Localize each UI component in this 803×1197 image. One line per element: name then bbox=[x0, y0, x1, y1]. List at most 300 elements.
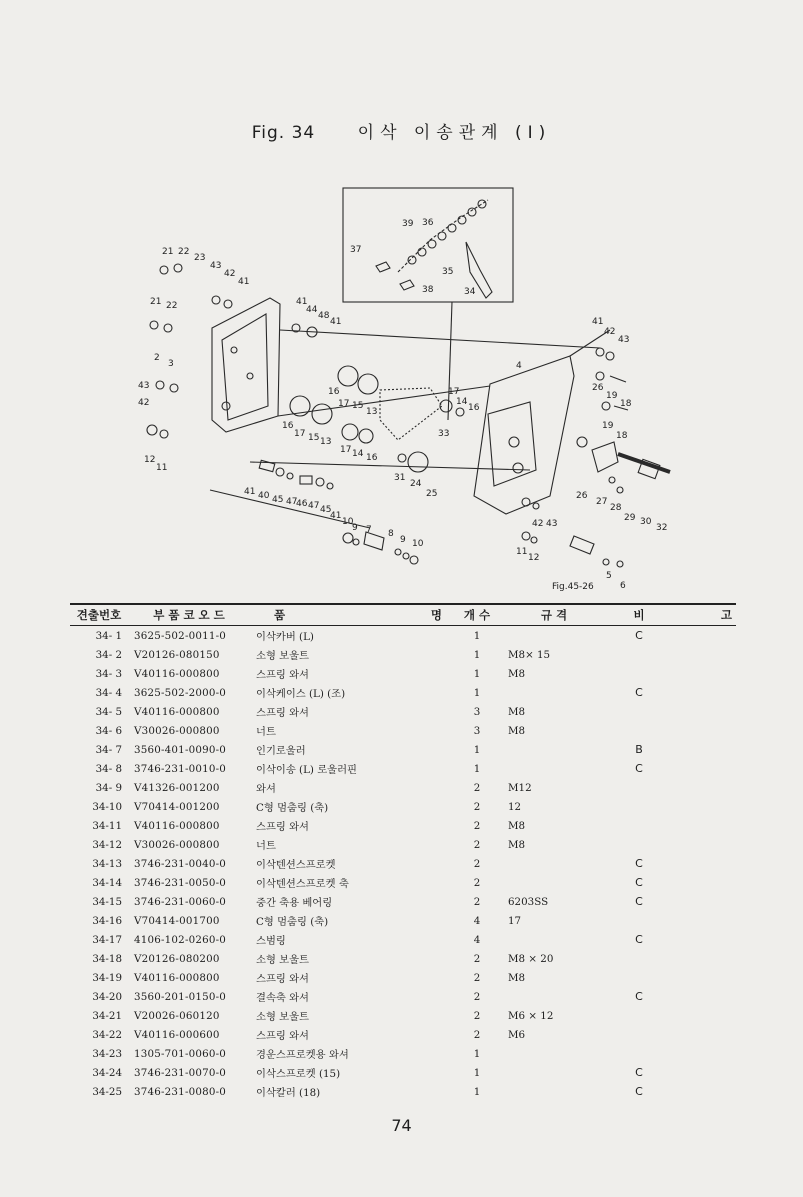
callout-number: 43 bbox=[618, 335, 630, 345]
qty-cell: 2 bbox=[473, 1009, 481, 1022]
spec-cell: M6 × 12 bbox=[508, 1009, 554, 1022]
part-name-cell: 소형 보울트 bbox=[256, 650, 310, 662]
header-name bbox=[250, 604, 452, 626]
qty-cell: 1 bbox=[473, 1085, 481, 1098]
qty-cell: 1 bbox=[473, 762, 481, 775]
header-name-start: 품 bbox=[274, 608, 286, 622]
callout-number: 42 bbox=[224, 269, 236, 279]
part-name-cell: 스프링 와셔 bbox=[256, 821, 310, 833]
part-code-cell: 3746-231-0050-0 bbox=[134, 876, 227, 889]
part-code-cell: V40116-000800 bbox=[134, 705, 220, 718]
table-row bbox=[70, 1044, 736, 1063]
callout-number: 6 bbox=[620, 581, 626, 591]
spec-cell bbox=[502, 740, 606, 759]
callout-number: 47 bbox=[286, 497, 298, 507]
note-cell bbox=[606, 911, 672, 930]
qty-cell: 2 bbox=[473, 971, 481, 984]
callout-number: 32 bbox=[656, 523, 668, 533]
remarks-cell bbox=[672, 854, 736, 873]
remarks-cell bbox=[672, 759, 736, 778]
part-name-cell: 너트 bbox=[256, 726, 276, 738]
part-name-cell: 결속축 와셔 bbox=[256, 992, 310, 1004]
note-cell: C bbox=[635, 762, 643, 775]
callout-number: 11 bbox=[516, 547, 528, 557]
item-no-cell: 34-23 bbox=[92, 1047, 122, 1060]
qty-cell: 1 bbox=[473, 1047, 481, 1060]
part-code-cell: 3746-231-0080-0 bbox=[134, 1085, 227, 1098]
item-no-cell: 34-10 bbox=[92, 800, 122, 813]
part-name-cell: 이삭텐션스프로켓 축 bbox=[256, 878, 349, 890]
note-cell bbox=[606, 778, 672, 797]
item-no-cell: 34-15 bbox=[92, 895, 122, 908]
remarks-cell bbox=[672, 778, 736, 797]
callout-number: 25 bbox=[426, 489, 438, 499]
part-code-cell: 3746-231-0070-0 bbox=[134, 1066, 227, 1079]
item-no-cell: 34-21 bbox=[92, 1009, 122, 1022]
table-row bbox=[70, 645, 736, 664]
callout-number: 24 bbox=[410, 479, 422, 489]
callout-number: 10 bbox=[342, 517, 354, 527]
qty-cell: 3 bbox=[473, 724, 481, 737]
table-row bbox=[70, 930, 736, 949]
remarks-cell bbox=[672, 1006, 736, 1025]
callout-number: 18 bbox=[616, 431, 628, 441]
item-no-cell: 34- 5 bbox=[95, 705, 122, 718]
note-cell bbox=[606, 702, 672, 721]
callout-number: 35 bbox=[442, 267, 454, 277]
part-name-cell: 소형 보울트 bbox=[256, 954, 310, 966]
note-cell bbox=[606, 1025, 672, 1044]
table-row bbox=[70, 797, 736, 816]
qty-cell: 1 bbox=[473, 629, 481, 642]
qty-cell: 4 bbox=[473, 933, 481, 946]
note-cell bbox=[606, 797, 672, 816]
sprocket-a bbox=[338, 366, 358, 386]
part-code-cell: 1305-701-0060-0 bbox=[134, 1047, 227, 1060]
part-name-cell: 이삭텐션스프로켓 bbox=[256, 859, 336, 871]
callout-number: 41 bbox=[296, 297, 308, 307]
callout-number: 39 bbox=[402, 219, 414, 229]
note-cell bbox=[606, 664, 672, 683]
callout-number: 29 bbox=[624, 513, 636, 523]
item-no-cell: 34-20 bbox=[92, 990, 122, 1003]
qty-cell: 3 bbox=[473, 705, 481, 718]
item-no-cell: 34- 1 bbox=[95, 629, 122, 642]
callout-number: 16 bbox=[468, 403, 480, 413]
part-code-cell: V40116-000800 bbox=[134, 667, 220, 680]
part-name-cell: 인기로울러 bbox=[256, 745, 306, 757]
header-note-right: 고 bbox=[672, 604, 736, 626]
page-title bbox=[0, 118, 803, 143]
qty-cell: 1 bbox=[473, 648, 481, 661]
spec-cell: M12 bbox=[508, 781, 532, 794]
callout-number: 41 bbox=[330, 511, 342, 521]
header-name-end: 명 bbox=[430, 608, 442, 622]
part-name-cell: 스프링 와셔 bbox=[256, 1030, 310, 1042]
spec-cell bbox=[502, 854, 606, 873]
remarks-cell bbox=[672, 816, 736, 835]
note-cell: C bbox=[635, 990, 643, 1003]
callout-number: 30 bbox=[640, 517, 652, 527]
header-part-code: 부 품 코 오 드 bbox=[128, 604, 250, 626]
callout-number: 19 bbox=[606, 391, 618, 401]
note-cell: C bbox=[635, 895, 643, 908]
spec-cell bbox=[502, 987, 606, 1006]
qty-cell: 2 bbox=[473, 819, 481, 832]
drive-chain bbox=[380, 388, 442, 440]
part-name-cell: 경운스프로켓용 와셔 bbox=[256, 1049, 349, 1061]
callout-number: 41 bbox=[330, 317, 342, 327]
table-row bbox=[70, 702, 736, 721]
table-row bbox=[70, 987, 736, 1006]
note-cell bbox=[606, 968, 672, 987]
callout-number: 26 bbox=[592, 383, 604, 393]
callout-number: 42 bbox=[138, 398, 150, 408]
part-code-cell: 3746-231-0040-0 bbox=[134, 857, 227, 870]
spec-cell: M6 bbox=[508, 1028, 526, 1041]
callout-number: 17 bbox=[338, 399, 350, 409]
remarks-cell bbox=[672, 949, 736, 968]
callout-number: 3 bbox=[168, 359, 174, 369]
table-row bbox=[70, 911, 736, 930]
spec-cell bbox=[502, 1082, 606, 1101]
table-row bbox=[70, 721, 736, 740]
remarks-cell bbox=[672, 683, 736, 702]
callout-number: 45 bbox=[272, 495, 284, 505]
remarks-cell bbox=[672, 1044, 736, 1063]
callout-number: 21 bbox=[162, 247, 174, 257]
remarks-cell bbox=[672, 1063, 736, 1082]
table-row bbox=[70, 968, 736, 987]
note-cell: C bbox=[635, 933, 643, 946]
remarks-cell bbox=[672, 1025, 736, 1044]
part-name-cell: C형 멈춤링 (축) bbox=[256, 802, 329, 814]
table-row bbox=[70, 1082, 736, 1101]
callout-number: 27 bbox=[596, 497, 608, 507]
callout-number: 40 bbox=[258, 491, 270, 501]
spec-cell: M8 bbox=[508, 705, 526, 718]
callout-number: 16 bbox=[366, 453, 378, 463]
callout-number: 43 bbox=[210, 261, 222, 271]
callout-number: 22 bbox=[166, 301, 178, 311]
spec-cell bbox=[502, 626, 606, 646]
callout-number: 9 bbox=[352, 523, 358, 533]
callout-number: 5 bbox=[606, 571, 612, 581]
callout-number: 13 bbox=[320, 437, 332, 447]
item-no-cell: 34- 9 bbox=[95, 781, 122, 794]
parts-table-body bbox=[70, 626, 736, 1102]
callout-number: 14 bbox=[456, 397, 468, 407]
exploded-parts-diagram bbox=[130, 180, 668, 600]
item-no-cell: 34-13 bbox=[92, 857, 122, 870]
qty-cell: 4 bbox=[473, 914, 481, 927]
chain-links bbox=[408, 200, 486, 264]
remarks-cell bbox=[672, 1082, 736, 1101]
note-cell: C bbox=[635, 1066, 643, 1079]
callout-number: 36 bbox=[422, 218, 434, 228]
spec-cell bbox=[502, 873, 606, 892]
callout-number: 42 bbox=[604, 327, 616, 337]
note-cell bbox=[606, 835, 672, 854]
callout-number: 22 bbox=[178, 247, 190, 257]
callout-number: 16 bbox=[328, 387, 340, 397]
page-number: 74 bbox=[391, 1116, 412, 1135]
qty-cell: 2 bbox=[473, 857, 481, 870]
figure-label: Fig. 34 bbox=[251, 123, 316, 143]
qty-cell: 2 bbox=[473, 895, 481, 908]
callout-number: 17 bbox=[294, 429, 306, 439]
spec-cell: M8 bbox=[508, 724, 526, 737]
part-code-cell: V20126-080150 bbox=[134, 648, 220, 661]
note-cell: C bbox=[635, 876, 643, 889]
header-note-left: 비 bbox=[606, 604, 672, 626]
remarks-cell bbox=[672, 911, 736, 930]
qty-cell: 2 bbox=[473, 952, 481, 965]
spec-cell: M8 bbox=[508, 819, 526, 832]
part-code-cell: V40116-000600 bbox=[134, 1028, 220, 1041]
part-name-cell: 스프링 와셔 bbox=[256, 669, 310, 681]
qty-cell: 2 bbox=[473, 838, 481, 851]
table-header-row bbox=[70, 604, 736, 626]
callout-number: 4 bbox=[516, 361, 522, 371]
part-name-cell: 스범링 bbox=[256, 935, 286, 947]
callout-number: 43 bbox=[138, 381, 150, 391]
item-no-cell: 34- 8 bbox=[95, 762, 122, 775]
callout-number: 28 bbox=[610, 503, 622, 513]
left-cover bbox=[212, 298, 280, 432]
spec-cell: M8 bbox=[508, 667, 526, 680]
part-code-cell: V41326-001200 bbox=[134, 781, 220, 794]
remarks-cell bbox=[672, 835, 736, 854]
callout-number: 12 bbox=[528, 553, 540, 563]
item-no-cell: 34-14 bbox=[92, 876, 122, 889]
remarks-cell bbox=[672, 892, 736, 911]
note-cell bbox=[606, 1006, 672, 1025]
part-code-cell: 3746-231-0060-0 bbox=[134, 895, 227, 908]
remarks-cell bbox=[672, 664, 736, 683]
callout-number: 42 bbox=[532, 519, 544, 529]
callout-number: 47 bbox=[308, 501, 320, 511]
table-row bbox=[70, 626, 736, 646]
spec-cell bbox=[502, 930, 606, 949]
callout-number: 14 bbox=[352, 449, 364, 459]
callout-number: 13 bbox=[366, 407, 378, 417]
spec-cell: M8 × 20 bbox=[508, 952, 554, 965]
table-row bbox=[70, 664, 736, 683]
part-code-cell: V40116-000800 bbox=[134, 819, 220, 832]
callout-number: 2 bbox=[154, 353, 160, 363]
callout-number: 26 bbox=[576, 491, 588, 501]
qty-cell: 2 bbox=[473, 876, 481, 889]
part-code-cell: V40116-000800 bbox=[134, 971, 220, 984]
callout-number: 17 bbox=[448, 387, 460, 397]
note-cell: C bbox=[635, 857, 643, 870]
spec-cell bbox=[502, 1044, 606, 1063]
callout-number: 7 bbox=[366, 525, 372, 535]
item-no-cell: 34- 7 bbox=[95, 743, 122, 756]
right-case bbox=[474, 356, 574, 514]
note-cell: C bbox=[635, 686, 643, 699]
item-no-cell: 34- 3 bbox=[95, 667, 122, 680]
qty-cell: 2 bbox=[473, 990, 481, 1003]
item-no-cell: 34-12 bbox=[92, 838, 122, 851]
callout-number: 41 bbox=[238, 277, 250, 287]
spec-cell: 17 bbox=[508, 914, 522, 927]
callout-number: 10 bbox=[412, 539, 424, 549]
table-row bbox=[70, 683, 736, 702]
table-row bbox=[70, 1006, 736, 1025]
item-no-cell: 34- 4 bbox=[95, 686, 122, 699]
callout-number: 11 bbox=[156, 463, 168, 473]
callout-number: 18 bbox=[620, 399, 632, 409]
part-name-cell: 이삭칼러 (18) bbox=[256, 1087, 321, 1099]
spec-cell: 6203SS bbox=[508, 895, 549, 908]
callout-number: 17 bbox=[340, 445, 352, 455]
table-row bbox=[70, 949, 736, 968]
note-cell: C bbox=[635, 629, 643, 642]
table-row bbox=[70, 892, 736, 911]
callout-number: 16 bbox=[282, 421, 294, 431]
table-row bbox=[70, 873, 736, 892]
part-code-cell: V20126-080200 bbox=[134, 952, 220, 965]
part-code-cell: V30026-000800 bbox=[134, 838, 220, 851]
part-code-cell: 3560-401-0090-0 bbox=[134, 743, 227, 756]
remarks-cell bbox=[672, 645, 736, 664]
part-name-cell: 너트 bbox=[256, 840, 276, 852]
callout-number: 15 bbox=[308, 433, 320, 443]
callout-number: 9 bbox=[400, 535, 406, 545]
header-item-no: 견출번호 bbox=[70, 604, 128, 626]
remarks-cell bbox=[672, 626, 736, 646]
part-code-cell: V20026-060120 bbox=[134, 1009, 220, 1022]
table-row bbox=[70, 778, 736, 797]
header-spec: 규 격 bbox=[502, 604, 606, 626]
part-code-cell: V70414-001200 bbox=[134, 800, 220, 813]
spec-cell bbox=[502, 759, 606, 778]
part-code-cell: 3746-231-0010-0 bbox=[134, 762, 227, 775]
item-no-cell: 34-17 bbox=[92, 933, 122, 946]
note-cell: B bbox=[635, 743, 643, 756]
remarks-cell bbox=[672, 740, 736, 759]
qty-cell: 1 bbox=[473, 686, 481, 699]
part-name-cell: 이삭스프로켓 (15) bbox=[256, 1068, 341, 1080]
part-name-cell: 와셔 bbox=[256, 783, 276, 795]
qty-cell: 1 bbox=[473, 743, 481, 756]
diagram-drawing bbox=[130, 180, 668, 600]
item-no-cell: 34-18 bbox=[92, 952, 122, 965]
note-cell: C bbox=[635, 1085, 643, 1098]
callout-number: 15 bbox=[352, 401, 364, 411]
callout-number: 48 bbox=[318, 311, 330, 321]
spec-cell: 12 bbox=[508, 800, 522, 813]
remarks-cell bbox=[672, 873, 736, 892]
qty-cell: 2 bbox=[473, 1028, 481, 1041]
item-no-cell: 34-11 bbox=[92, 819, 122, 832]
figure-title: 이삭 이송관계 (I) bbox=[357, 123, 552, 143]
qty-cell: 1 bbox=[473, 667, 481, 680]
figure-reference: Fig.45-26 bbox=[552, 582, 594, 592]
callout-number: 8 bbox=[388, 529, 394, 539]
remarks-cell bbox=[672, 797, 736, 816]
part-name-cell: 소형 보울트 bbox=[256, 1011, 310, 1023]
note-cell bbox=[606, 949, 672, 968]
callout-number: 45 bbox=[320, 505, 332, 515]
item-no-cell: 34-16 bbox=[92, 914, 122, 927]
part-name-cell: 스프링 와셔 bbox=[256, 973, 310, 985]
table-row bbox=[70, 1025, 736, 1044]
table-row bbox=[70, 759, 736, 778]
note-cell bbox=[606, 816, 672, 835]
spec-cell bbox=[502, 1063, 606, 1082]
spec-cell: M8× 15 bbox=[508, 648, 551, 661]
callout-number: 21 bbox=[150, 297, 162, 307]
note-cell bbox=[606, 721, 672, 740]
table-row bbox=[70, 835, 736, 854]
item-no-cell: 34- 2 bbox=[95, 648, 122, 661]
callout-number: 38 bbox=[422, 285, 434, 295]
item-no-cell: 34-25 bbox=[92, 1085, 122, 1098]
parts-table bbox=[70, 603, 736, 1101]
remarks-cell bbox=[672, 968, 736, 987]
spec-cell bbox=[502, 683, 606, 702]
callout-number: 34 bbox=[464, 287, 476, 297]
part-code-cell: 4106-102-0260-0 bbox=[134, 933, 227, 946]
item-no-cell: 34-19 bbox=[92, 971, 122, 984]
callout-number: 41 bbox=[592, 317, 604, 327]
item-no-cell: 34-24 bbox=[92, 1066, 122, 1079]
note-cell bbox=[606, 1044, 672, 1063]
callout-number: 43 bbox=[546, 519, 558, 529]
spec-cell: M8 bbox=[508, 838, 526, 851]
part-code-cell: 3625-502-0011-0 bbox=[134, 629, 227, 642]
part-code-cell: 3560-201-0150-0 bbox=[134, 990, 227, 1003]
callout-number: 44 bbox=[306, 305, 318, 315]
callout-number: 41 bbox=[244, 487, 256, 497]
remarks-cell bbox=[672, 721, 736, 740]
part-code-cell: V70414-001700 bbox=[134, 914, 220, 927]
callout-number: 33 bbox=[438, 429, 450, 439]
remarks-cell bbox=[672, 702, 736, 721]
part-name-cell: 이삭이송 (L) 로울러핀 bbox=[256, 764, 357, 776]
qty-cell: 1 bbox=[473, 1066, 481, 1079]
note-cell bbox=[606, 645, 672, 664]
shaft-washer bbox=[592, 442, 618, 472]
part-name-cell: 중간 축용 베어링 bbox=[256, 897, 333, 909]
part-name-cell: 이삭케이스 (L) (조) bbox=[256, 688, 346, 700]
part-name-cell: C형 멈춤링 (축) bbox=[256, 916, 329, 928]
item-no-cell: 34-22 bbox=[92, 1028, 122, 1041]
table-row bbox=[70, 740, 736, 759]
table-row bbox=[70, 816, 736, 835]
header-qty: 개 수 bbox=[452, 604, 502, 626]
callout-number: 31 bbox=[394, 473, 406, 483]
part-name-cell: 이삭카버 (L) bbox=[256, 631, 314, 643]
callout-number: 12 bbox=[144, 455, 156, 465]
part-code-cell: V30026-000800 bbox=[134, 724, 220, 737]
table-row bbox=[70, 1063, 736, 1082]
callout-number: 37 bbox=[350, 245, 362, 255]
table-row bbox=[70, 854, 736, 873]
callout-number: 46 bbox=[296, 499, 308, 509]
qty-cell: 2 bbox=[473, 800, 481, 813]
qty-cell: 2 bbox=[473, 781, 481, 794]
item-no-cell: 34- 6 bbox=[95, 724, 122, 737]
remarks-cell bbox=[672, 930, 736, 949]
part-name-cell: 스프링 와셔 bbox=[256, 707, 310, 719]
spec-cell: M8 bbox=[508, 971, 526, 984]
callout-number: 19 bbox=[602, 421, 614, 431]
remarks-cell bbox=[672, 987, 736, 1006]
